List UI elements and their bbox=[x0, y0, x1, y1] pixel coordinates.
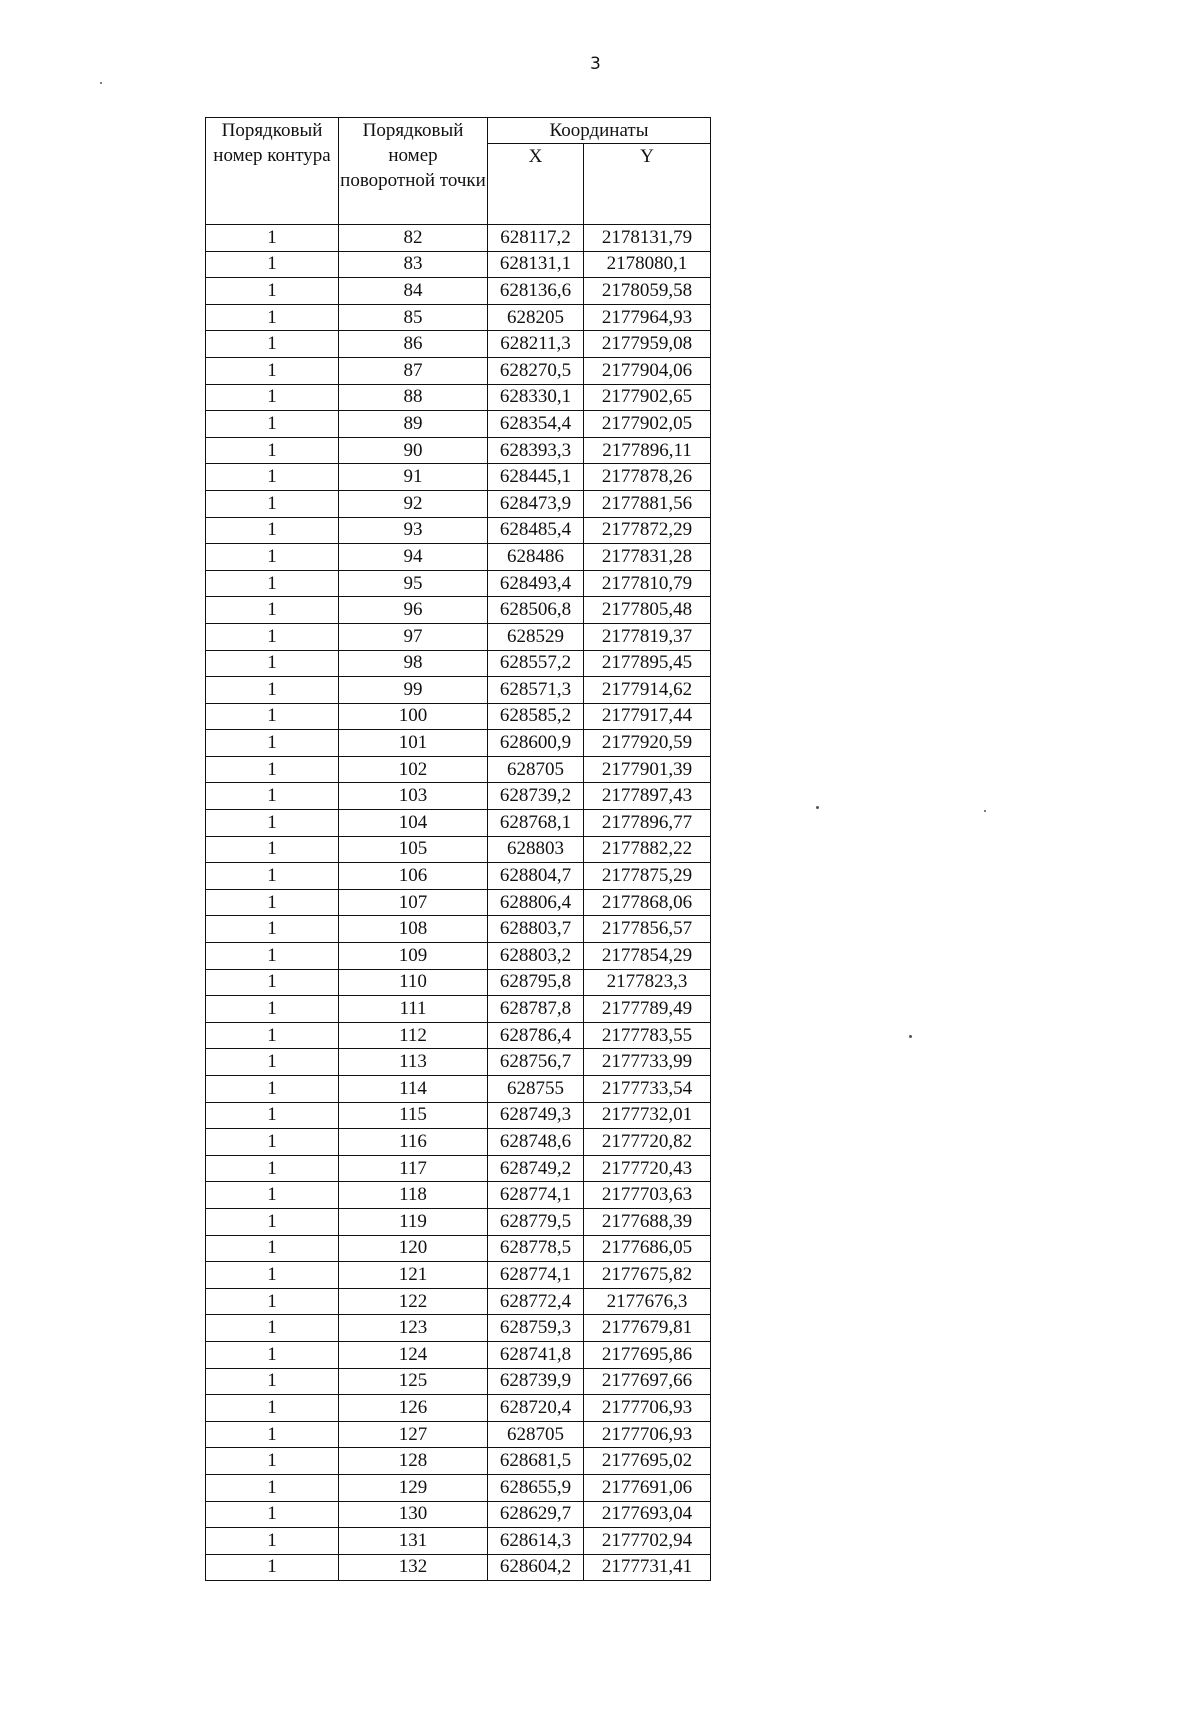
cell-x: 628506,8 bbox=[488, 597, 584, 624]
table-row bbox=[206, 943, 711, 970]
table-row bbox=[206, 969, 711, 996]
cell-contour: 1 bbox=[206, 1129, 339, 1156]
table-row bbox=[206, 464, 711, 491]
cell-x: 628748,6 bbox=[488, 1129, 584, 1156]
cell-contour: 1 bbox=[206, 1368, 339, 1395]
cell-x: 628557,2 bbox=[488, 650, 584, 677]
cell-contour: 1 bbox=[206, 1528, 339, 1555]
cell-y: 2177810,79 bbox=[584, 570, 711, 597]
table-row bbox=[206, 278, 711, 305]
cell-point: 110 bbox=[339, 969, 488, 996]
cell-point: 105 bbox=[339, 836, 488, 863]
cell-x: 628787,8 bbox=[488, 996, 584, 1023]
table-row bbox=[206, 1448, 711, 1475]
table-row bbox=[206, 1262, 711, 1289]
cell-contour: 1 bbox=[206, 304, 339, 331]
cell-x: 628604,2 bbox=[488, 1554, 584, 1581]
cell-contour: 1 bbox=[206, 570, 339, 597]
table-row bbox=[206, 1341, 711, 1368]
table-row bbox=[206, 783, 711, 810]
cell-y: 2177691,06 bbox=[584, 1474, 711, 1501]
table-row bbox=[206, 1235, 711, 1262]
cell-y: 2177695,86 bbox=[584, 1341, 711, 1368]
cell-x: 628739,9 bbox=[488, 1368, 584, 1395]
cell-x: 628445,1 bbox=[488, 464, 584, 491]
cell-point: 121 bbox=[339, 1262, 488, 1289]
cell-contour: 1 bbox=[206, 251, 339, 278]
cell-contour: 1 bbox=[206, 1474, 339, 1501]
cell-x: 628681,5 bbox=[488, 1448, 584, 1475]
cell-y: 2177897,43 bbox=[584, 783, 711, 810]
cell-y: 2177703,63 bbox=[584, 1182, 711, 1209]
cell-point: 129 bbox=[339, 1474, 488, 1501]
table-row bbox=[206, 384, 711, 411]
table-row bbox=[206, 517, 711, 544]
table-row bbox=[206, 836, 711, 863]
cell-contour: 1 bbox=[206, 225, 339, 252]
table-row bbox=[206, 1501, 711, 1528]
cell-point: 124 bbox=[339, 1341, 488, 1368]
cell-y: 2177733,54 bbox=[584, 1076, 711, 1103]
scan-speck bbox=[984, 810, 986, 812]
cell-contour: 1 bbox=[206, 544, 339, 571]
cell-contour: 1 bbox=[206, 1076, 339, 1103]
cell-x: 628493,4 bbox=[488, 570, 584, 597]
cell-y: 2178059,58 bbox=[584, 278, 711, 305]
cell-contour: 1 bbox=[206, 464, 339, 491]
cell-x: 628117,2 bbox=[488, 225, 584, 252]
cell-y: 2177732,01 bbox=[584, 1102, 711, 1129]
cell-y: 2177878,26 bbox=[584, 464, 711, 491]
cell-x: 628485,4 bbox=[488, 517, 584, 544]
cell-point: 96 bbox=[339, 597, 488, 624]
cell-contour: 1 bbox=[206, 836, 339, 863]
cell-point: 90 bbox=[339, 437, 488, 464]
table-row bbox=[206, 1395, 711, 1422]
cell-x: 628759,3 bbox=[488, 1315, 584, 1342]
cell-point: 128 bbox=[339, 1448, 488, 1475]
table-row bbox=[206, 1102, 711, 1129]
cell-x: 628806,4 bbox=[488, 889, 584, 916]
cell-x: 628720,4 bbox=[488, 1395, 584, 1422]
cell-y: 2177675,82 bbox=[584, 1262, 711, 1289]
cell-y: 2177854,29 bbox=[584, 943, 711, 970]
cell-y: 2177706,93 bbox=[584, 1395, 711, 1422]
cell-y: 2177676,3 bbox=[584, 1288, 711, 1315]
scan-speck bbox=[816, 806, 819, 809]
cell-contour: 1 bbox=[206, 863, 339, 890]
table-row bbox=[206, 225, 711, 252]
cell-point: 107 bbox=[339, 889, 488, 916]
cell-point: 108 bbox=[339, 916, 488, 943]
cell-x: 628779,5 bbox=[488, 1208, 584, 1235]
cell-contour: 1 bbox=[206, 357, 339, 384]
cell-point: 115 bbox=[339, 1102, 488, 1129]
cell-contour: 1 bbox=[206, 1022, 339, 1049]
cell-contour: 1 bbox=[206, 331, 339, 358]
cell-x: 628614,3 bbox=[488, 1528, 584, 1555]
cell-contour: 1 bbox=[206, 411, 339, 438]
table-row bbox=[206, 1155, 711, 1182]
cell-contour: 1 bbox=[206, 730, 339, 757]
cell-y: 2178131,79 bbox=[584, 225, 711, 252]
cell-y: 2177720,82 bbox=[584, 1129, 711, 1156]
cell-y: 2177896,11 bbox=[584, 437, 711, 464]
cell-x: 628629,7 bbox=[488, 1501, 584, 1528]
cell-point: 109 bbox=[339, 943, 488, 970]
cell-y: 2177695,02 bbox=[584, 1448, 711, 1475]
cell-x: 628354,4 bbox=[488, 411, 584, 438]
cell-y: 2177805,48 bbox=[584, 597, 711, 624]
cell-y: 2177914,62 bbox=[584, 677, 711, 704]
cell-contour: 1 bbox=[206, 517, 339, 544]
cell-y: 2177819,37 bbox=[584, 623, 711, 650]
cell-contour: 1 bbox=[206, 1341, 339, 1368]
table-row bbox=[206, 570, 711, 597]
cell-point: 98 bbox=[339, 650, 488, 677]
table-row bbox=[206, 650, 711, 677]
cell-contour: 1 bbox=[206, 650, 339, 677]
cell-x: 628749,3 bbox=[488, 1102, 584, 1129]
cell-y: 2177693,04 bbox=[584, 1501, 711, 1528]
table-row bbox=[206, 1528, 711, 1555]
cell-point: 125 bbox=[339, 1368, 488, 1395]
cell-x: 628600,9 bbox=[488, 730, 584, 757]
cell-x: 628803,2 bbox=[488, 943, 584, 970]
cell-x: 628778,5 bbox=[488, 1235, 584, 1262]
cell-point: 86 bbox=[339, 331, 488, 358]
cell-point: 99 bbox=[339, 677, 488, 704]
cell-point: 123 bbox=[339, 1315, 488, 1342]
cell-y: 2177872,29 bbox=[584, 517, 711, 544]
cell-contour: 1 bbox=[206, 916, 339, 943]
cell-contour: 1 bbox=[206, 597, 339, 624]
table-row bbox=[206, 1315, 711, 1342]
cell-x: 628571,3 bbox=[488, 677, 584, 704]
cell-y: 2177856,57 bbox=[584, 916, 711, 943]
table-row bbox=[206, 1129, 711, 1156]
table-row bbox=[206, 411, 711, 438]
table-row bbox=[206, 889, 711, 916]
cell-contour: 1 bbox=[206, 969, 339, 996]
cell-point: 114 bbox=[339, 1076, 488, 1103]
cell-contour: 1 bbox=[206, 1208, 339, 1235]
cell-contour: 1 bbox=[206, 437, 339, 464]
header-y: Y bbox=[584, 144, 711, 225]
table-row bbox=[206, 1022, 711, 1049]
header-coordinates: Координаты bbox=[488, 118, 711, 144]
cell-contour: 1 bbox=[206, 1102, 339, 1129]
cell-x: 628772,4 bbox=[488, 1288, 584, 1315]
table-row bbox=[206, 623, 711, 650]
cell-point: 119 bbox=[339, 1208, 488, 1235]
cell-y: 2177831,28 bbox=[584, 544, 711, 571]
cell-contour: 1 bbox=[206, 623, 339, 650]
cell-contour: 1 bbox=[206, 1448, 339, 1475]
cell-contour: 1 bbox=[206, 490, 339, 517]
page-number: 3 bbox=[590, 54, 601, 74]
cell-x: 628211,3 bbox=[488, 331, 584, 358]
cell-point: 101 bbox=[339, 730, 488, 757]
scan-speck bbox=[909, 1035, 912, 1038]
table-row bbox=[206, 357, 711, 384]
cell-y: 2177733,99 bbox=[584, 1049, 711, 1076]
cell-x: 628529 bbox=[488, 623, 584, 650]
table-row bbox=[206, 544, 711, 571]
cell-y: 2177823,3 bbox=[584, 969, 711, 996]
cell-contour: 1 bbox=[206, 810, 339, 837]
cell-y: 2177959,08 bbox=[584, 331, 711, 358]
cell-point: 95 bbox=[339, 570, 488, 597]
cell-x: 628741,8 bbox=[488, 1341, 584, 1368]
cell-point: 106 bbox=[339, 863, 488, 890]
table-row bbox=[206, 1421, 711, 1448]
table-row bbox=[206, 730, 711, 757]
cell-point: 111 bbox=[339, 996, 488, 1023]
cell-x: 628486 bbox=[488, 544, 584, 571]
cell-x: 628786,4 bbox=[488, 1022, 584, 1049]
table-row bbox=[206, 304, 711, 331]
header-x: X bbox=[488, 144, 584, 225]
cell-y: 2177720,43 bbox=[584, 1155, 711, 1182]
cell-x: 628755 bbox=[488, 1076, 584, 1103]
cell-x: 628705 bbox=[488, 1421, 584, 1448]
table-row bbox=[206, 437, 711, 464]
cell-y: 2177783,55 bbox=[584, 1022, 711, 1049]
cell-y: 2177789,49 bbox=[584, 996, 711, 1023]
cell-y: 2177679,81 bbox=[584, 1315, 711, 1342]
cell-point: 102 bbox=[339, 756, 488, 783]
cell-point: 88 bbox=[339, 384, 488, 411]
cell-y: 2177875,29 bbox=[584, 863, 711, 890]
cell-contour: 1 bbox=[206, 756, 339, 783]
cell-y: 2177702,94 bbox=[584, 1528, 711, 1555]
cell-point: 89 bbox=[339, 411, 488, 438]
cell-contour: 1 bbox=[206, 889, 339, 916]
cell-y: 2177904,06 bbox=[584, 357, 711, 384]
cell-contour: 1 bbox=[206, 996, 339, 1023]
table-row bbox=[206, 916, 711, 943]
table-row bbox=[206, 1474, 711, 1501]
cell-point: 126 bbox=[339, 1395, 488, 1422]
table-row bbox=[206, 331, 711, 358]
cell-x: 628804,7 bbox=[488, 863, 584, 890]
cell-contour: 1 bbox=[206, 1262, 339, 1289]
cell-y: 2177731,41 bbox=[584, 1554, 711, 1581]
cell-point: 120 bbox=[339, 1235, 488, 1262]
cell-point: 130 bbox=[339, 1501, 488, 1528]
cell-x: 628739,2 bbox=[488, 783, 584, 810]
cell-x: 628768,1 bbox=[488, 810, 584, 837]
cell-point: 94 bbox=[339, 544, 488, 571]
cell-point: 92 bbox=[339, 490, 488, 517]
table-row bbox=[206, 1076, 711, 1103]
cell-x: 628705 bbox=[488, 756, 584, 783]
cell-y: 2177901,39 bbox=[584, 756, 711, 783]
cell-y: 2178080,1 bbox=[584, 251, 711, 278]
table-row bbox=[206, 677, 711, 704]
table-row bbox=[206, 1368, 711, 1395]
table-body bbox=[206, 225, 711, 1581]
cell-contour: 1 bbox=[206, 703, 339, 730]
cell-contour: 1 bbox=[206, 1421, 339, 1448]
cell-x: 628803 bbox=[488, 836, 584, 863]
scan-speck bbox=[100, 82, 102, 84]
cell-point: 117 bbox=[339, 1155, 488, 1182]
cell-y: 2177902,05 bbox=[584, 411, 711, 438]
cell-y: 2177868,06 bbox=[584, 889, 711, 916]
table-row bbox=[206, 1288, 711, 1315]
coordinates-table bbox=[205, 117, 711, 1581]
cell-y: 2177895,45 bbox=[584, 650, 711, 677]
cell-x: 628393,3 bbox=[488, 437, 584, 464]
cell-x: 628585,2 bbox=[488, 703, 584, 730]
cell-x: 628774,1 bbox=[488, 1182, 584, 1209]
cell-y: 2177917,44 bbox=[584, 703, 711, 730]
cell-x: 628795,8 bbox=[488, 969, 584, 996]
table-row bbox=[206, 1182, 711, 1209]
cell-contour: 1 bbox=[206, 278, 339, 305]
cell-x: 628749,2 bbox=[488, 1155, 584, 1182]
cell-point: 131 bbox=[339, 1528, 488, 1555]
cell-x: 628756,7 bbox=[488, 1049, 584, 1076]
cell-x: 628131,1 bbox=[488, 251, 584, 278]
cell-x: 628473,9 bbox=[488, 490, 584, 517]
cell-contour: 1 bbox=[206, 1315, 339, 1342]
cell-contour: 1 bbox=[206, 1501, 339, 1528]
cell-contour: 1 bbox=[206, 1049, 339, 1076]
cell-y: 2177964,93 bbox=[584, 304, 711, 331]
cell-x: 628136,6 bbox=[488, 278, 584, 305]
table-row bbox=[206, 1049, 711, 1076]
cell-point: 118 bbox=[339, 1182, 488, 1209]
cell-point: 87 bbox=[339, 357, 488, 384]
cell-point: 113 bbox=[339, 1049, 488, 1076]
cell-point: 83 bbox=[339, 251, 488, 278]
cell-point: 116 bbox=[339, 1129, 488, 1156]
cell-point: 127 bbox=[339, 1421, 488, 1448]
cell-contour: 1 bbox=[206, 384, 339, 411]
cell-x: 628270,5 bbox=[488, 357, 584, 384]
cell-contour: 1 bbox=[206, 1554, 339, 1581]
cell-y: 2177882,22 bbox=[584, 836, 711, 863]
table-row bbox=[206, 597, 711, 624]
cell-y: 2177686,05 bbox=[584, 1235, 711, 1262]
table-row bbox=[206, 810, 711, 837]
cell-contour: 1 bbox=[206, 1235, 339, 1262]
cell-contour: 1 bbox=[206, 1182, 339, 1209]
cell-y: 2177881,56 bbox=[584, 490, 711, 517]
cell-y: 2177920,59 bbox=[584, 730, 711, 757]
cell-y: 2177902,65 bbox=[584, 384, 711, 411]
cell-point: 82 bbox=[339, 225, 488, 252]
cell-x: 628655,9 bbox=[488, 1474, 584, 1501]
cell-point: 132 bbox=[339, 1554, 488, 1581]
cell-x: 628803,7 bbox=[488, 916, 584, 943]
cell-y: 2177688,39 bbox=[584, 1208, 711, 1235]
cell-x: 628774,1 bbox=[488, 1262, 584, 1289]
cell-point: 85 bbox=[339, 304, 488, 331]
cell-contour: 1 bbox=[206, 943, 339, 970]
table-row bbox=[206, 490, 711, 517]
cell-contour: 1 bbox=[206, 1395, 339, 1422]
cell-point: 97 bbox=[339, 623, 488, 650]
cell-contour: 1 bbox=[206, 677, 339, 704]
cell-point: 93 bbox=[339, 517, 488, 544]
cell-point: 91 bbox=[339, 464, 488, 491]
table-row bbox=[206, 1208, 711, 1235]
cell-x: 628205 bbox=[488, 304, 584, 331]
cell-point: 104 bbox=[339, 810, 488, 837]
cell-point: 84 bbox=[339, 278, 488, 305]
cell-contour: 1 bbox=[206, 783, 339, 810]
table-row bbox=[206, 863, 711, 890]
cell-contour: 1 bbox=[206, 1288, 339, 1315]
table-row bbox=[206, 1554, 711, 1581]
cell-point: 103 bbox=[339, 783, 488, 810]
header-contour-number: Порядковый номер контура bbox=[206, 118, 339, 225]
table-row bbox=[206, 996, 711, 1023]
table-row bbox=[206, 756, 711, 783]
header-point-number: Порядковый номер поворотной точки bbox=[339, 118, 488, 225]
cell-point: 112 bbox=[339, 1022, 488, 1049]
table-row bbox=[206, 251, 711, 278]
cell-y: 2177697,66 bbox=[584, 1368, 711, 1395]
cell-y: 2177706,93 bbox=[584, 1421, 711, 1448]
cell-y: 2177896,77 bbox=[584, 810, 711, 837]
cell-x: 628330,1 bbox=[488, 384, 584, 411]
cell-point: 122 bbox=[339, 1288, 488, 1315]
cell-contour: 1 bbox=[206, 1155, 339, 1182]
cell-point: 100 bbox=[339, 703, 488, 730]
table-row bbox=[206, 703, 711, 730]
